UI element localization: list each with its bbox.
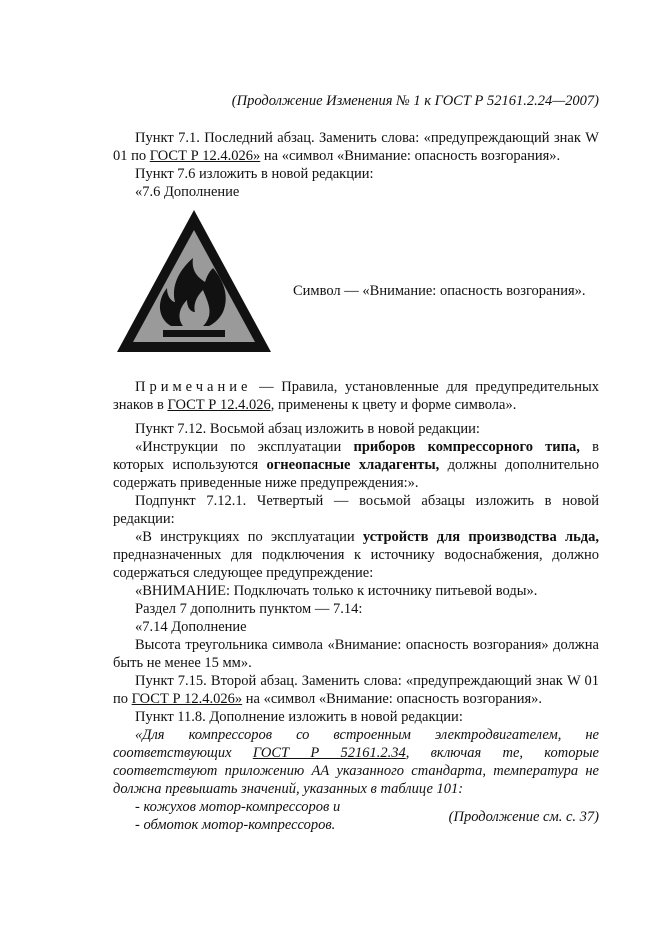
paragraph-7-12-1: Подпункт 7.12.1. Четвертый — восьмой абзацы изложить в новой редакции:	[113, 493, 599, 527]
text: «Для компрессоров со встроенным электродвигателем, не соответствующих	[113, 727, 599, 761]
paragraph-11-8: Пункт 11.8. Дополнение изложить в новой редакции:	[135, 709, 463, 725]
paragraph-7-12: Пункт 7.12. Восьмой абзац изложить в новой редакции:	[135, 421, 480, 437]
standard-link[interactable]: ГОСТ Р 52161.2.34	[252, 745, 406, 761]
paragraph-section-7: Раздел 7 дополнить пунктом — 7.14:	[135, 601, 363, 617]
note-paragraph	[113, 378, 599, 414]
text: Пункт 7.15. Второй абзац. Заменить слова: «предупреждающий знак W 01 по	[113, 673, 599, 707]
text: , применены к цвету и форме символа».	[270, 397, 517, 413]
paragraph-compressors	[113, 726, 599, 798]
list-item: - кожухов мотор-компрессоров и	[135, 799, 341, 815]
text: «Инструкции по эксплуатации	[135, 439, 354, 455]
text: на «символ «Внимание: опасность возгорания».	[260, 148, 561, 164]
paragraph-triangle-height: Высота треугольника символа «Внимание: опасность возгорания» должна быть не менее 15 мм».	[113, 637, 599, 671]
text: — Правила, установленные для предупредительных знаков в	[113, 379, 599, 413]
note-label: Примечание	[135, 379, 252, 395]
paragraph-7-15	[113, 672, 599, 708]
bold-text: огнеопасные хладагенты,	[266, 457, 440, 473]
paragraph-7-6-addition: «7.6 Дополнение	[135, 184, 240, 200]
continuation-footer: (Продолжение см. с. 37)	[448, 809, 599, 825]
symbol-row	[113, 206, 599, 366]
paragraph-7-14: «7.14 Дополнение	[135, 619, 247, 635]
flammable-warning-icon	[113, 206, 275, 356]
paragraph-instructions	[113, 438, 599, 492]
text: «В инструкциях по эксплуатации	[135, 529, 363, 545]
amendment-section-7-12	[113, 420, 599, 834]
standard-link[interactable]: ГОСТ Р 12.4.026»	[149, 148, 261, 164]
paragraph-7-6: Пункт 7.6 изложить в новой редакции:	[135, 166, 374, 182]
text: должны дополнительно содержать приведенные ниже предупреждения:».	[113, 457, 599, 491]
list-item: - обмоток мотор-компрессоров.	[135, 817, 336, 833]
text: на «символ «Внимание: опасность возгорания».	[242, 691, 543, 707]
bold-text: устройств для производства льда,	[362, 529, 599, 545]
bold-text: приборов компрессорного типа,	[353, 439, 580, 455]
symbol-note	[113, 378, 599, 414]
text: предназначенных для подключения к источнику водоснабжения, должно содержаться следующее предупреждение:	[113, 547, 599, 581]
paragraph-ice-makers	[113, 528, 599, 582]
running-header: (Продолжение Изменения № 1 к ГОСТ Р 52161.2.24—2007)	[231, 93, 599, 109]
standard-link[interactable]: ГОСТ Р 12.4.026»	[131, 691, 243, 707]
paragraph-warning: «ВНИМАНИЕ: Подключать только к источнику питьевой воды».	[135, 583, 538, 599]
amendment-section-7-1	[113, 129, 599, 201]
paragraph-7-1	[113, 129, 599, 165]
text: в которых используются	[113, 439, 600, 473]
text: , включая те, которые соответствуют приложению АА указанного стандарта, температура не должна превышать значений, указанных в таблице 101:	[113, 745, 599, 797]
symbol-caption: Символ — «Внимание: опасность возгорания».	[293, 283, 586, 299]
text: Пункт 7.1. Последний абзац. Заменить слова: «предупреждающий знак W 01 по	[113, 130, 599, 164]
standard-link[interactable]: ГОСТ Р 12.4.026	[167, 397, 271, 413]
